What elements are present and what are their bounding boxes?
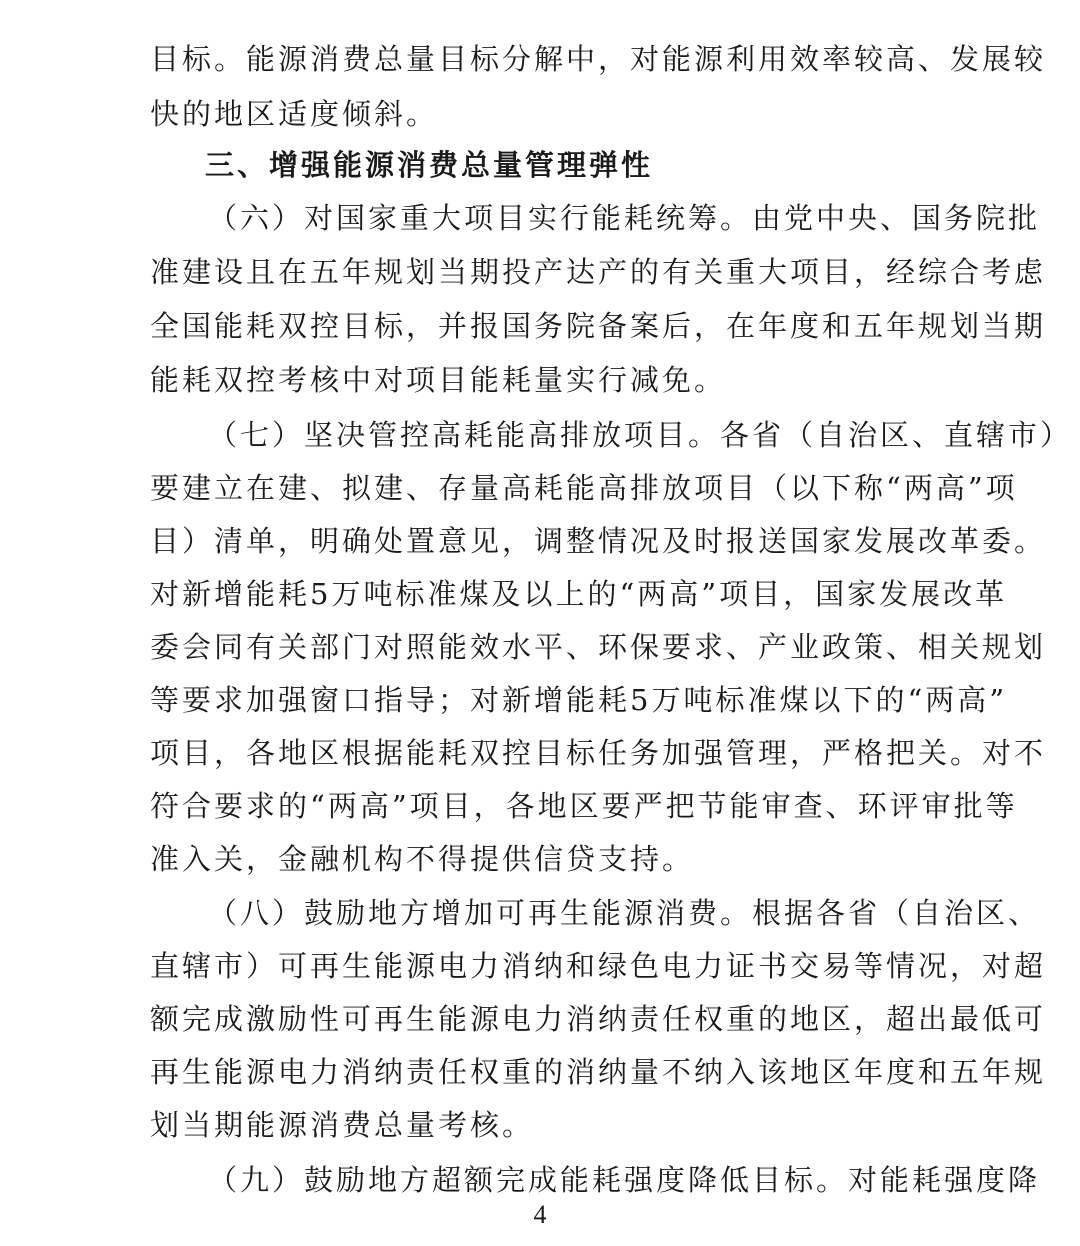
body-line: 再生能源电力消纳责任权重的消纳量不纳入该地区年度和五年规 (150, 1055, 1047, 1089)
body-line: 目标。能源消费总量目标分解中，对能源利用效率较高、发展较 (150, 42, 1047, 76)
body-line: 直辖市）可再生能源电力消纳和绿色电力证书交易等情况，对超 (150, 949, 1047, 983)
body-line: 要建立在建、拟建、存量高耗能高排放项目（以下称“两高”项 (150, 471, 1018, 505)
subsection-line: （八）鼓励地方增加可再生能源消费。根据各省（自治区、 (208, 896, 1041, 930)
body-line: 准入关，金融机构不得提供信贷支持。 (150, 842, 695, 876)
body-line: 额完成激励性可再生能源电力消纳责任权重的地区，超出最低可 (150, 1002, 1047, 1036)
body-line: 目）清单，明确处置意见，调整情况及时报送国家发展改革委。 (150, 524, 1047, 558)
subsection-line: （九）鼓励地方超额完成能耗强度降低目标。对能耗强度降 (208, 1163, 1041, 1197)
subsection-line: （六）对国家重大项目实行能耗统筹。由党中央、国务院批 (208, 201, 1041, 235)
body-line: 对新增能耗5万吨标准煤及以上的“两高”项目，国家发展改革 (150, 577, 1008, 611)
body-line: 全国能耗双控目标，并报国务院备案后，在年度和五年规划当期 (150, 309, 1047, 343)
section-heading: 三、增强能源消费总量管理弹性 (205, 148, 654, 182)
body-line: 划当期能源消费总量考核。 (150, 1108, 535, 1142)
page-number: 4 (533, 1200, 547, 1229)
body-line: 委会同有关部门对照能效水平、环保要求、产业政策、相关规划 (150, 630, 1047, 664)
body-line: 能耗双控考核中对项目能耗量实行减免。 (150, 363, 727, 397)
body-line: 准建设且在五年规划当期投产达产的有关重大项目，经综合考虑 (150, 255, 1047, 289)
subsection-line: （七）坚决管控高耗能高排放项目。各省（自治区、直辖市） (208, 418, 1073, 452)
body-line: 符合要求的“两高”项目，各地区要严把节能审查、环评审批等 (150, 789, 1018, 823)
body-line: 等要求加强窗口指导；对新增能耗5万吨标准煤以下的“两高” (150, 683, 1008, 717)
body-line: 快的地区适度倾斜。 (150, 97, 439, 131)
body-line: 项目，各地区根据能耗双控目标任务加强管理，严格把关。对不 (150, 736, 1047, 770)
